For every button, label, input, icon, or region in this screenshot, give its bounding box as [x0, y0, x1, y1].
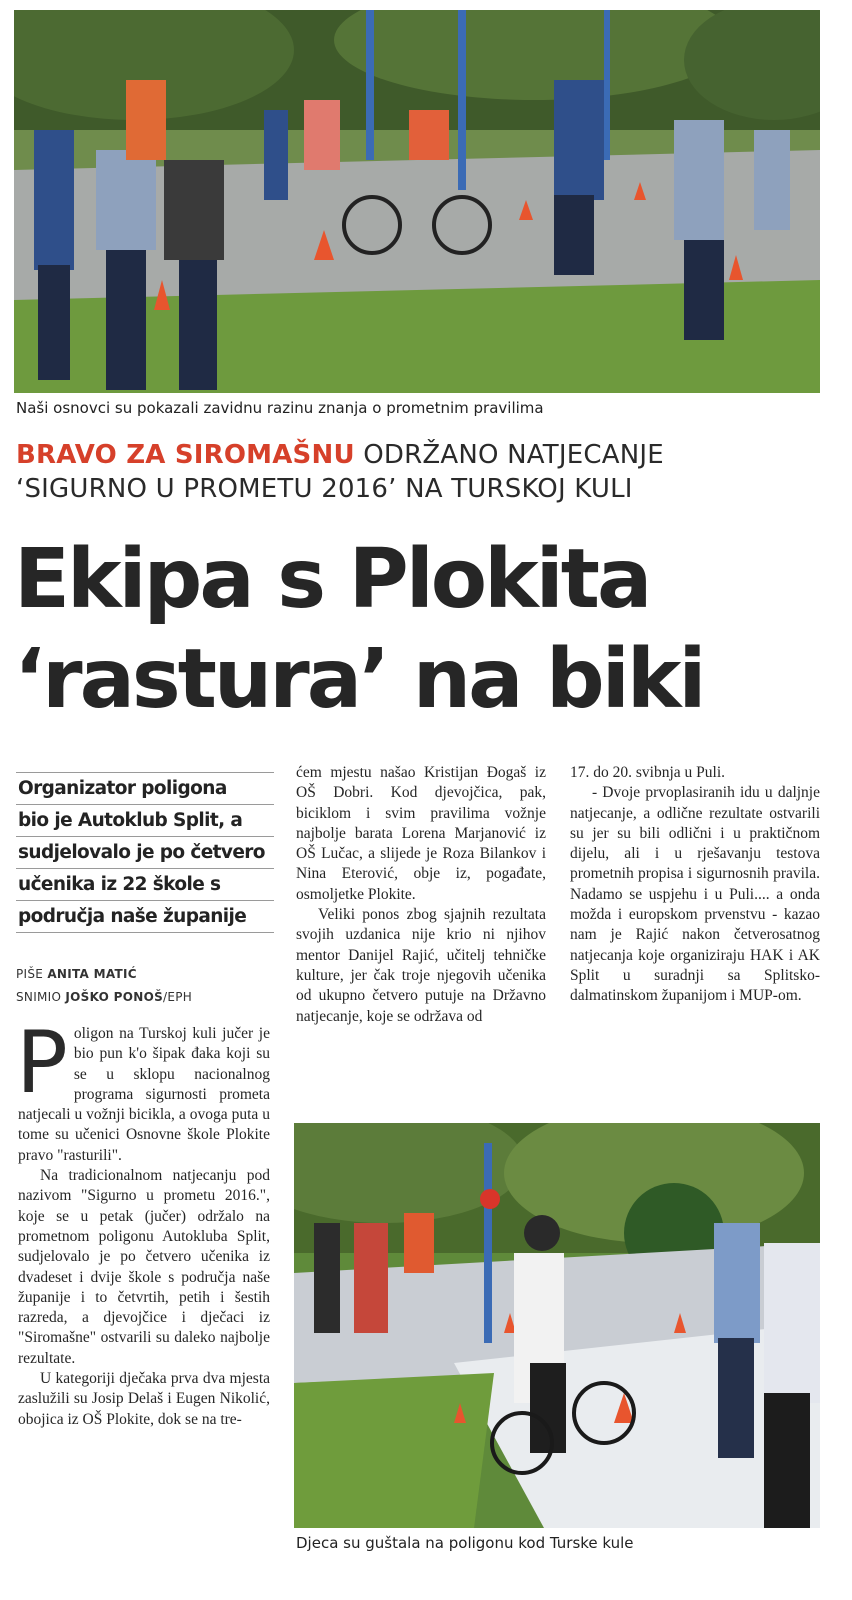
lead-summary [16, 772, 274, 933]
lead-line: sudjelovalo je po četvero [16, 837, 274, 869]
headline [14, 530, 834, 730]
photographer-name: JOŠKO PONOŠ [65, 990, 164, 1004]
kicker-line2: ‘SIGURNO U PROMETU 2016’ NA TURSKOJ KULI [16, 474, 633, 504]
lead-line: Organizator poligona [16, 773, 274, 805]
dropcap: P [16, 1013, 68, 1113]
headline-line1: Ekipa s Plokita [14, 532, 650, 627]
photographer-label: SNIMIO [16, 990, 62, 1004]
article-column-2 [296, 763, 546, 1027]
body-paragraph: Veliki ponos zbog sjajnih rezultata svojih uzdanica nije krio ni njihov mentor Danijel Rajić, učitelj tehničke kulture, jer čak troje njegovih učenika od ukupno četvero putuje na Državno natjecanje, koje se održava od [296, 906, 546, 1025]
article-column-1 [16, 1013, 270, 1430]
byline-writer [16, 967, 137, 981]
body-paragraph: Na tradicionalnom natjecanju pod nazivom "Sigurno u prometu 2016.", koje se u petak (jučer) održalo na prometnom poligonu Autokluba Split, sudjelovalo je po četvero učenika iz dvadeset i dvije škole s područja naše županije i to četvrtih, petih i šestih razreda, a djevojčice i dječaci iz "Siromašne" ostvarili su daleko najbolje rezultate. [18, 1167, 270, 1367]
agency: /EPH [163, 990, 193, 1004]
writer-label: PIŠE [16, 967, 44, 981]
lead-line: učenika iz 22 škole s [16, 869, 274, 901]
byline-photographer [16, 990, 192, 1004]
kicker-highlight: BRAVO ZA SIROMAŠNU [16, 440, 355, 470]
writer-name: ANITA MATIĆ [47, 967, 137, 981]
body-paragraph: oligon na Turskoj kuli jučer je bio pun k'o šipak đaka koji su se u sklopu nacionalnog programa sigurnosti prometa natjecali u vožnji bicikla, a ovoga puta u tome su učenici Osnovne škole Plokite pravo "rasturili". [18, 1025, 270, 1164]
headline-line2: ‘rastura’ na biki [14, 632, 704, 727]
article-column-3 [570, 763, 820, 1007]
bottom-photo-caption: Djeca su guštala na poligonu kod Turske kule [296, 1534, 634, 1552]
body-paragraph: - Dvoje prvoplasiranih idu u daljnje natjecanje, a odlične rezultate ostvarili su jer su bili odlični i u praktičnom dijelu, ali i u rješavanju testova prometnih propisa i sigurnosnih pravila. Nadamo se uspjehu i u Puli.... a onda možda i europskom prvenstvu - kazao nam je Rajić nakon četverosatnog natjecanja koje organiziraju HAK i AK Split u suradnji sa Splitsko-dalmatinskom županijom i MUP-om. [570, 784, 820, 1005]
body-paragraph: ćem mjestu našao Kristijan Đogaš iz OŠ Dobri. Kod djevojčica, pak, biciklom i svim pravilima vožnje najbolje barata Lorena Marjanović iz OŠ Lučac, a slijede je Roza Bilankov i Nina Eterović, obje iz, pogađate, osmoljetke Plokite. [296, 764, 546, 903]
bottom-photo [294, 1123, 820, 1528]
lead-line: bio je Autoklub Split, a [16, 805, 274, 837]
top-photo-caption: Naši osnovci su pokazali zavidnu razinu znanja o prometnim pravilima [16, 399, 544, 417]
body-paragraph: U kategoriji dječaka prva dva mjesta zaslužili su Josip Delaš i Eugen Nikolić, obojica iz OŠ Plokite, dok se na tre- [18, 1370, 270, 1428]
lead-line: područja naše županije [16, 901, 274, 933]
kicker-line1-rest: ODRŽANO NATJECANJE [354, 440, 664, 470]
kicker [16, 438, 836, 506]
body-paragraph: 17. do 20. svibnja u Puli. [570, 764, 726, 781]
top-photo [14, 10, 820, 393]
